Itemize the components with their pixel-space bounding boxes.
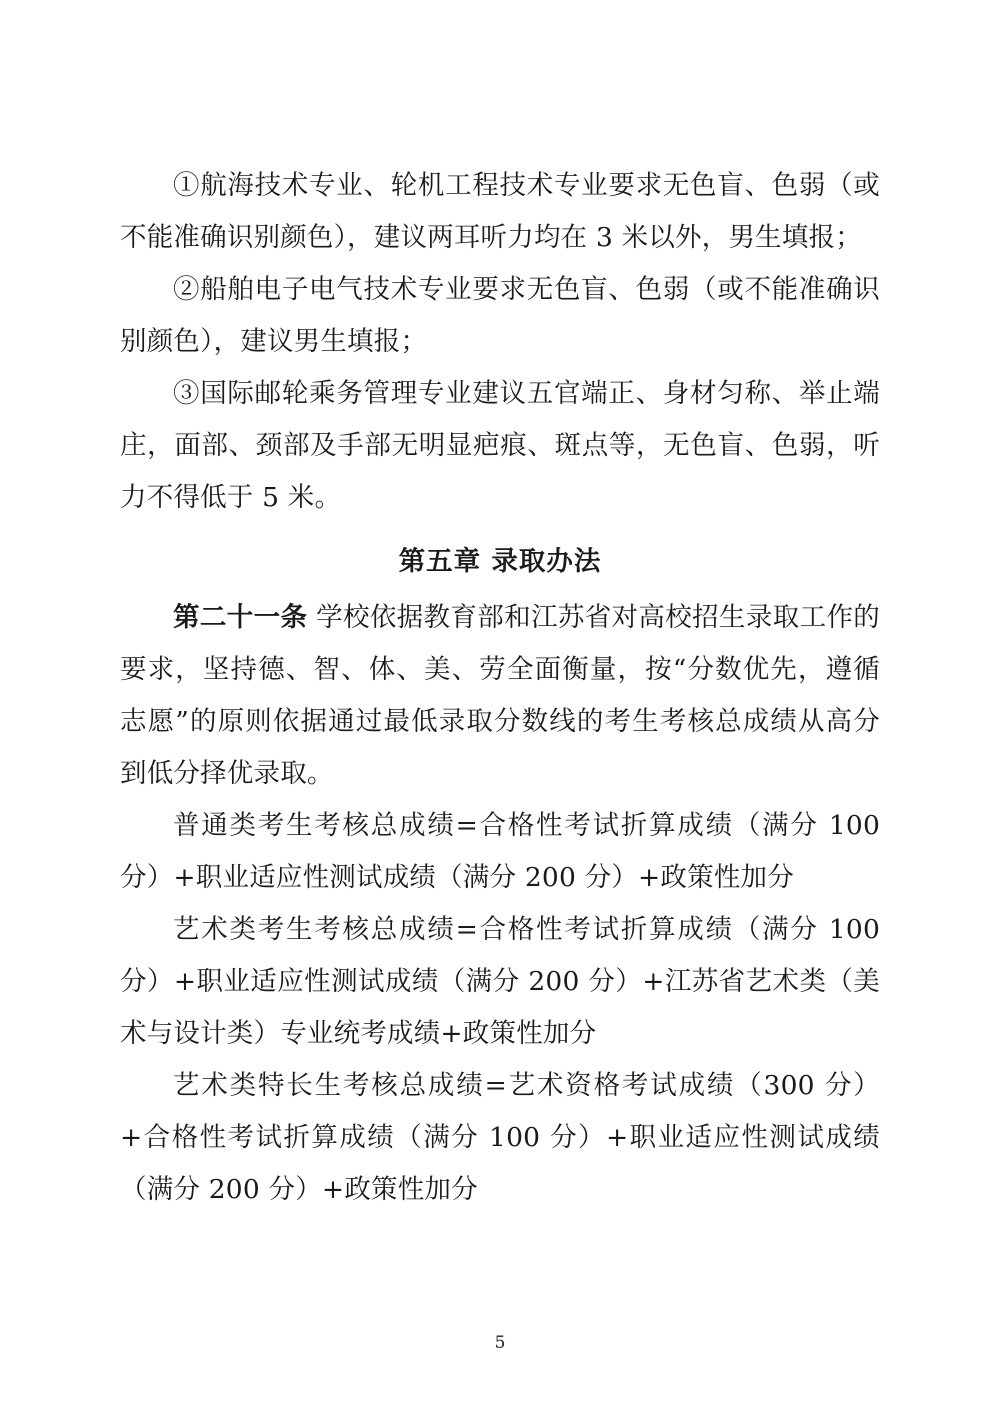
formula-art-talent: 艺术类特长生考核总成绩=艺术资格考试成绩（300 分）+合格性考试折算成绩（满分 100 分）+职业适应性测试成绩（满分 200 分）+政策性加分: [120, 1070, 880, 1205]
paragraph-item-1: ①航海技术专业、轮机工程技术专业要求无色盲、色弱（或不能准确识别颜色），建议两耳听力均在 3 米以外，男生填报；: [120, 170, 880, 253]
formula-art: 艺术类考生考核总成绩=合格性考试折算成绩（满分 100 分）+职业适应性测试成绩（满分 200 分）+江苏省艺术类（美术与设计类）专业统考成绩+政策性加分: [120, 914, 880, 1049]
paragraph-item-3: ③国际邮轮乘务管理专业建议五官端正、身材匀称、举止端庄，面部、颈部及手部无明显疤痕、斑点等，无色盲、色弱，听力不得低于 5 米。: [120, 378, 880, 513]
formula-general: 普通类考生考核总成绩=合格性考试折算成绩（满分 100 分）+职业适应性测试成绩（满分 200 分）+政策性加分: [120, 810, 880, 893]
article-text: 学校依据教育部和江苏省对高校招生录取工作的要求，坚持德、智、体、美、劳全面衡量，按“分数优先，遵循志愿”的原则依据通过最低录取分数线的考生考核总成绩从高分到低分择优录取。: [120, 602, 881, 789]
chapter-heading: 第五章 录取办法: [398, 546, 602, 577]
paragraph-item-2: ②船舶电子电气技术专业要求无色盲、色弱（或不能准确识别颜色），建议男生填报；: [120, 274, 880, 357]
article-paragraph: [120, 592, 880, 800]
article-label: 第二十一条: [173, 602, 308, 633]
page-number: 5: [494, 1333, 506, 1353]
document-body: [120, 160, 880, 1216]
